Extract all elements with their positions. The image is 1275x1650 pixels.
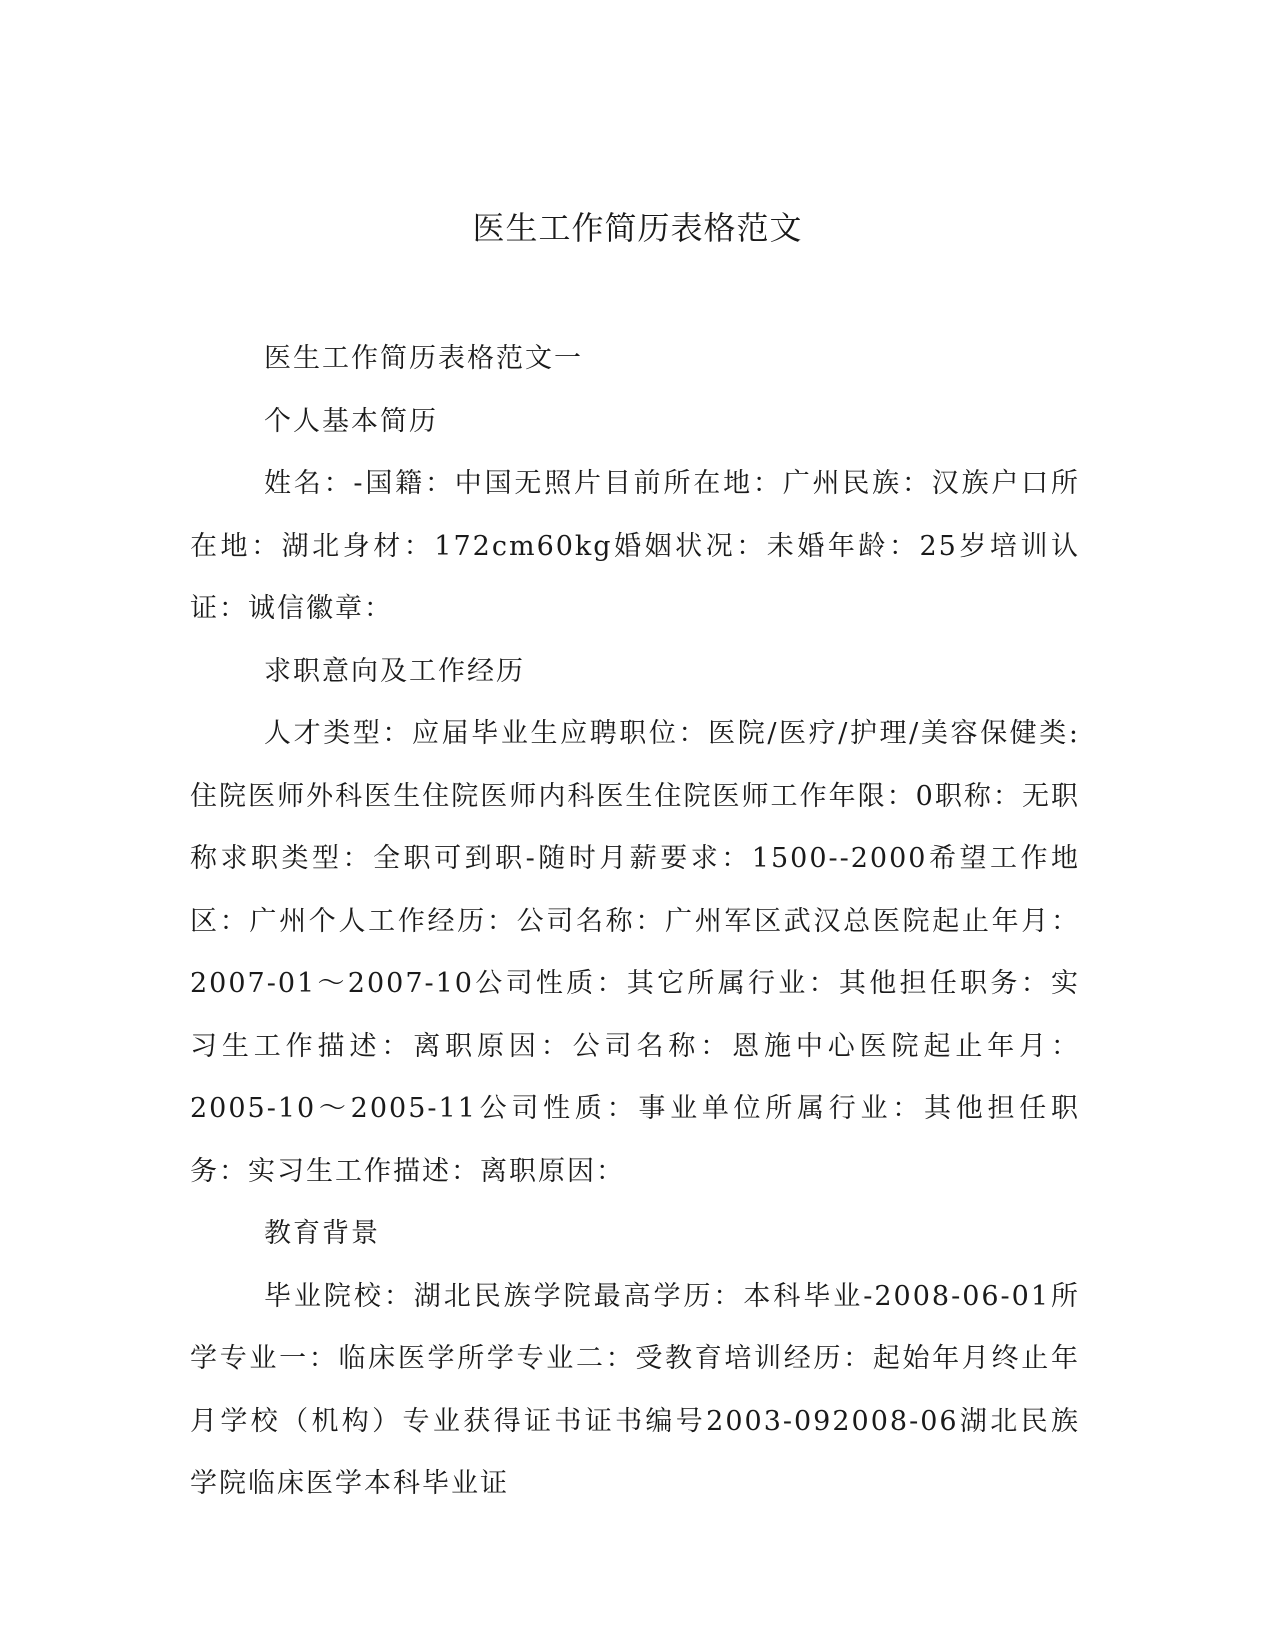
subtitle-paragraph: 医生工作简历表格范文一 (264, 343, 583, 374)
job-intent-paragraph: 人才类型：应届毕业生应聘职位：医院/医疗/护理/美容保健类:住院医师外科医生住院医师内科医生住院医师工作年限：0职称：无职称求职类型：全职可到职-随时月薪要求：1500--2000希望工作地区：广州个人工作经历：公司名称：广州军区武汉总医院起止年月：2007-01～2007-10公司性质：其它所属行业：其他担任职务：实习生工作描述：离职原因：公司名称：恩施中心医院起止年月：2005-10～2005-11公司性质：事业单位所属行业：其他担任职务：实习生工作描述：离职原因： (190, 718, 1080, 1187)
basic-info-paragraph: 姓名：-国籍：中国无照片目前所在地：广州民族：汉族户口所在地：湖北身材：172cm60kg婚姻状况：未婚年龄：25岁培训认证：诚信徽章： (190, 468, 1080, 624)
education-paragraph: 毕业院校：湖北民族学院最高学历：本科毕业-2008-06-01所学专业一：临床医学所学专业二：受教育培训经历：起始年月终止年月学校（机构）专业获得证书证书编号2003-092008-06湖北民族学院临床医学本科毕业证 (190, 1280, 1080, 1499)
document-body (190, 328, 1080, 1516)
section-heading-basic-info: 个人基本简历 (264, 405, 438, 437)
document-title: 医生工作简历表格范文 (472, 209, 803, 247)
section-heading-education: 教育背景 (264, 1218, 380, 1249)
section-heading-job-intent: 求职意向及工作经历 (264, 655, 525, 687)
